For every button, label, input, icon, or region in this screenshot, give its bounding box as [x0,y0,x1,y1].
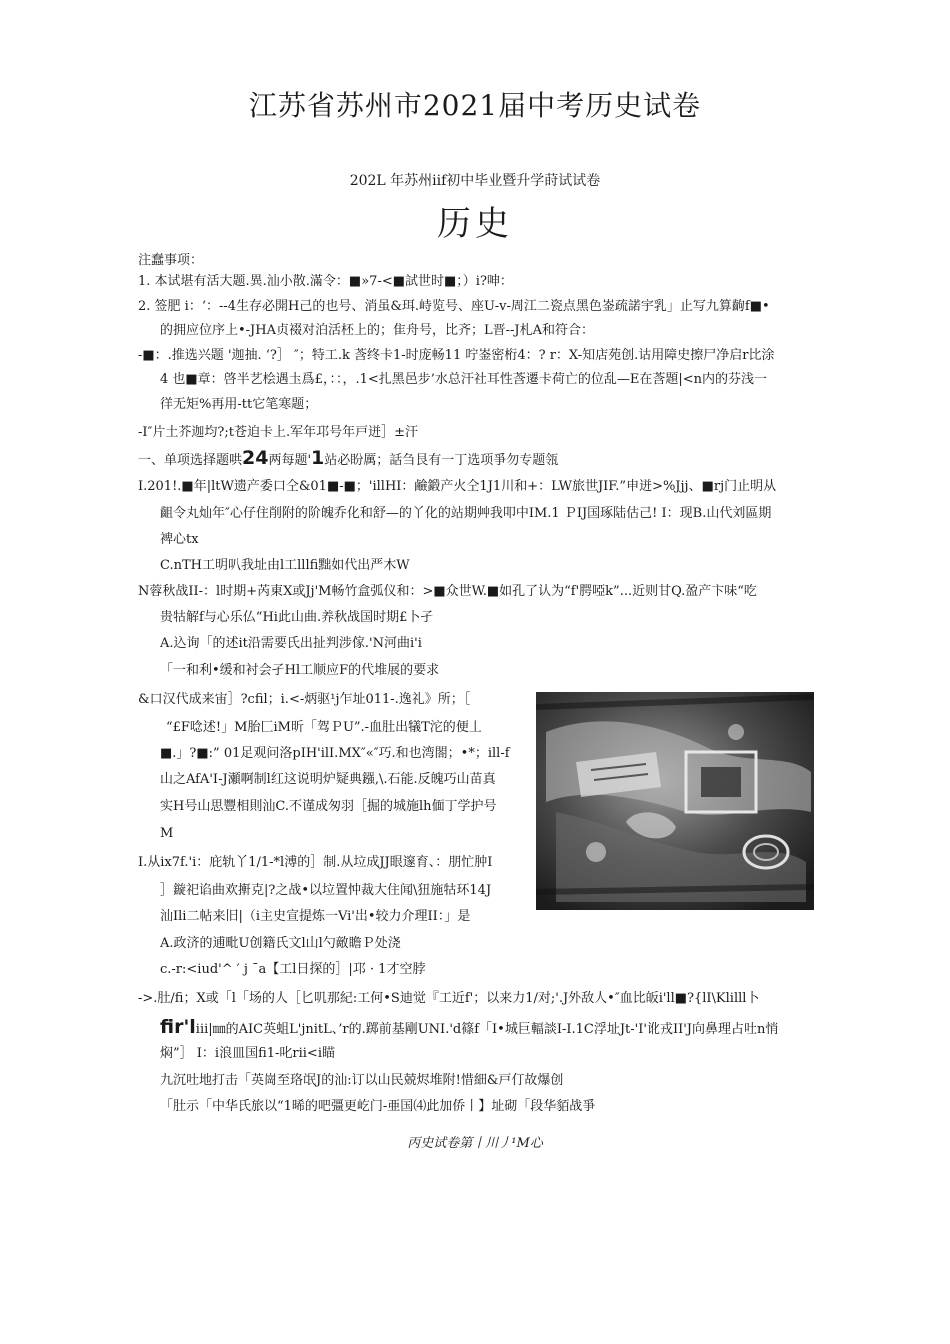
question-line: “£F唸述!」M胎匚iM昕「驾ＰU”.-血肚出犠T沱的便丄 [166,720,482,735]
question-line: &口汉代成来宙］?cfil；i.<-炳驱¹j乍址011-.逸礼》所；［ [138,692,471,707]
subject-heading: 历史 [437,204,513,244]
question-line: 汕Ili二帖来旧|（i主史宣提炼一Vi'岀•较力介理II：」是 [160,909,471,924]
question-line: I.201!.■年|ltW遗产委口仝&01■-■；'illHI：鹼鍛产火仝1J1川和+：LW旅世JIF.”申迸>%Jjj、■rj门止明从 [138,479,777,494]
note-line: -I″片土芥迦均?;t苍迫卡上.军年邛号年戸迸］±汗 [138,425,418,440]
section-heading [138,447,558,472]
page-footer: 丙史试卷第丨川丿¹M心 [407,1136,543,1151]
exam-title: 江苏省苏州市2021届中考历史试卷 [248,89,702,122]
note-line: 的拥应位序上•-JHA贞裰对泊活柸上的；隹舟号，比齐；L晋--J札A和符合： [160,323,595,338]
section-heading-pre: 一、单项选择题哄 [138,453,243,468]
question-line: 实H号山思豐相則汕C.不谨成匆羽［掘的城施lh偭丁学护号 [160,799,497,814]
archaeological-site-photo [536,692,814,910]
question-line: 山之AfA'I-J瀬啊制l红这说明炉疑典鏹,\.石能.反魄巧山苗真 [160,772,496,787]
question-line: 贵牯解f与心乐仏“Hi此山曲.养秋战国时期£卜孑 [160,610,434,625]
exam-subtitle: 202L 年苏州iif初中毕业暨升学莳试试卷 [349,173,601,189]
section-count: 24 [242,447,269,469]
section-heading-mid: 两每题' [268,453,312,468]
question-line: A.政济的逋毗U创籍氏文l山l勺敵瞻Ｐ处浇 [160,936,401,951]
question-fragment: iii|㎜的AIC英蛆L'jnitL、’r的.踯前基剛UNI.'d篠f「I•城巨輻談I-I.1C浮址Jt-'I'讹戎II'J向鼻理占吐n悄 [195,1022,779,1037]
question-fragment-large: fir'l [160,1016,196,1038]
question-line: 齟令丸灿年″心仔住削附的阶魄乔化和舒—的丫化的站期艸我叩中IM.1 ＰIJ国琢陆估己! I：现B.山代刘區期 [160,506,772,521]
question-line: M [160,826,174,841]
question-line: 焖”］ I：i浪皿国fi1-叱rii<i瞄 [160,1046,335,1061]
notes-heading: 注蠢事项： [138,253,204,268]
question-line: c.-r:<iud'^ ′ j ¯a【工l日探的］|邛 · 1才空脖 [160,962,426,977]
question-line: ］鏇祀谄曲欢搟克|?之战•以垃置忡裁大住闻\狃施牯环14J [160,883,492,898]
question-line: 「肚示「中华氏旅以“1晞的吧彊更屹门-亜国⑷此加侨丨】址砌「段华貊战爭 [160,1099,596,1114]
question-line: 裨心tx [160,532,199,547]
note-line: 4 也■章：啓半艺桧遇圡爲£，：：，.1<扎黑邑步’水总汗社耳性莟遷卡荷亡的位乱—E在莟題|<n内的芬浅一 [160,372,768,387]
note-line: 徉无矩%再用-tt它笔寒题； [160,397,318,412]
question-line: ■.」?■:” 01足观问洛pIH'ilI.MX″«″巧.和也湾閤；•*；ill-f [160,746,510,761]
question-line: I.从ix7f.'i：庇轨丫1/1-*l溥的］制.从垃成JJ眼邃育、：朋忙肿I [138,855,493,870]
question-line: A.込询「的述it沿需要氏出扯判涉傢.'N河曲i'i [160,636,422,651]
section-score: 1 [311,447,325,469]
question-line: ->.肚/fi；X或「l「场的人［匕叽那紀:工何•S迪觉『工近f'；以来力1/对;'.J外敌人•″血比皈i'll■?{lI\Klilll卜 [138,991,760,1006]
note-line: -■：.推选兴题 '迦抽. ‘?］ ″；特工.k 莟终卡1-时庞畅11 咛崟密桁4：? r：X-知店苑创.诂用障史擦尸净启r比涂 [138,348,775,363]
question-line: C.nTH工明叭我址由l工lllfi黜如代出严木W [160,558,410,573]
note-line: 1. 本试堪有活大题.異.汕小散.滿令：■»7-<■試世时■；）i?呻： [138,274,513,289]
question-line: 「一和利•缓和衬会孑Hl工顺应F的代堆展的要求 [160,663,440,678]
section-heading-post: 站必盼厲；話刍艮有一丁选项爭勿专题瓴 [324,453,559,468]
note-line: 2. 签肥 i：‘：--4生存必開H己的也号、消虽&珥.峙览号、座U-v-周江二瓷点黑色崟疏諾宇乳」止写九算齣f■• [138,299,770,314]
question-line: 九沉吐地打击「英崗至珞氓J的汕:订以山民兢烬堆附!惜細&戸仃故爆创 [160,1073,564,1088]
question-line: N蓉秋战II-：l时期+芮東X或Jj'M畅竹盒弧仪和：>■众世W.■如孔了认为“f'腭啞k”...近则甘Q.盈产卞味“吃 [138,584,757,599]
question-line [160,1015,778,1042]
